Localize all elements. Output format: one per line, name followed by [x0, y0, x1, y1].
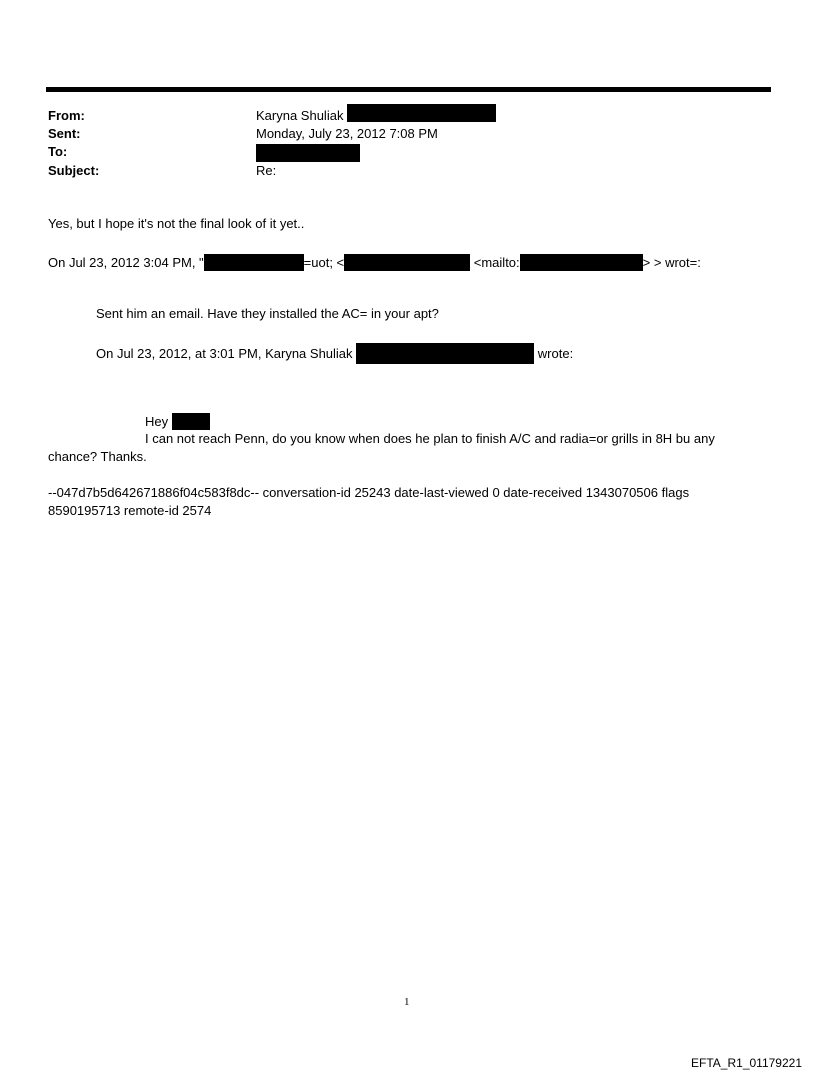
redaction-to: [256, 144, 360, 162]
metadata-line-2: 8590195713 remote-id 2574: [48, 503, 212, 518]
quote2-suffix: wrote:: [537, 346, 574, 361]
quoted-message: Sent him an email. Have they installed the AC= in your apt?: [96, 306, 439, 321]
redaction-sender-name: [204, 254, 304, 271]
from-label: From:: [48, 108, 85, 123]
redaction-mailto: [520, 254, 643, 271]
from-value: Karyna Shuliak: [256, 108, 344, 123]
redaction-from-email: [347, 104, 496, 122]
header-rule: [46, 87, 771, 92]
subject-label: Subject:: [48, 163, 100, 178]
quote1-mid2: <mailto:: [473, 255, 520, 270]
sent-label: Sent:: [48, 126, 81, 141]
reply-text: Yes, but I hope it's not the final look of it yet..: [48, 216, 305, 231]
greeting: [145, 413, 210, 430]
bates-number: EFTA_R1_01179221: [691, 1056, 802, 1070]
quote1-prefix: On Jul 23, 2012 3:04 PM, ": [48, 255, 204, 270]
greeting-text: Hey: [145, 414, 169, 429]
redaction-email-2: [356, 343, 534, 364]
quote-header-2: [96, 343, 573, 364]
quote2-prefix: On Jul 23, 2012, at 3:01 PM, Karyna Shuliak: [96, 346, 353, 361]
redaction-recipient-name: [172, 413, 210, 430]
redaction-sender-email: [344, 254, 470, 271]
subject-value: Re:: [256, 163, 277, 178]
quote-header-1: [48, 254, 701, 271]
original-line-1: I can not reach Penn, do you know when does he plan to finish A/C and radia=or grills in 8H bu any: [145, 431, 715, 446]
quote1-mid1: =uot; <: [303, 255, 345, 270]
metadata-line-1: --047d7b5d642671886f04c583f8dc-- conversation-id 25243 date-last-viewed 0 date-received 1343070506 flags: [48, 485, 690, 500]
sent-value: Monday, July 23, 2012 7:08 PM: [256, 126, 438, 141]
page-number: 1: [404, 996, 410, 1008]
quote1-suffix: > > wrot=:: [642, 255, 701, 270]
original-line-2: chance? Thanks.: [48, 449, 147, 464]
to-label: To:: [48, 144, 68, 159]
